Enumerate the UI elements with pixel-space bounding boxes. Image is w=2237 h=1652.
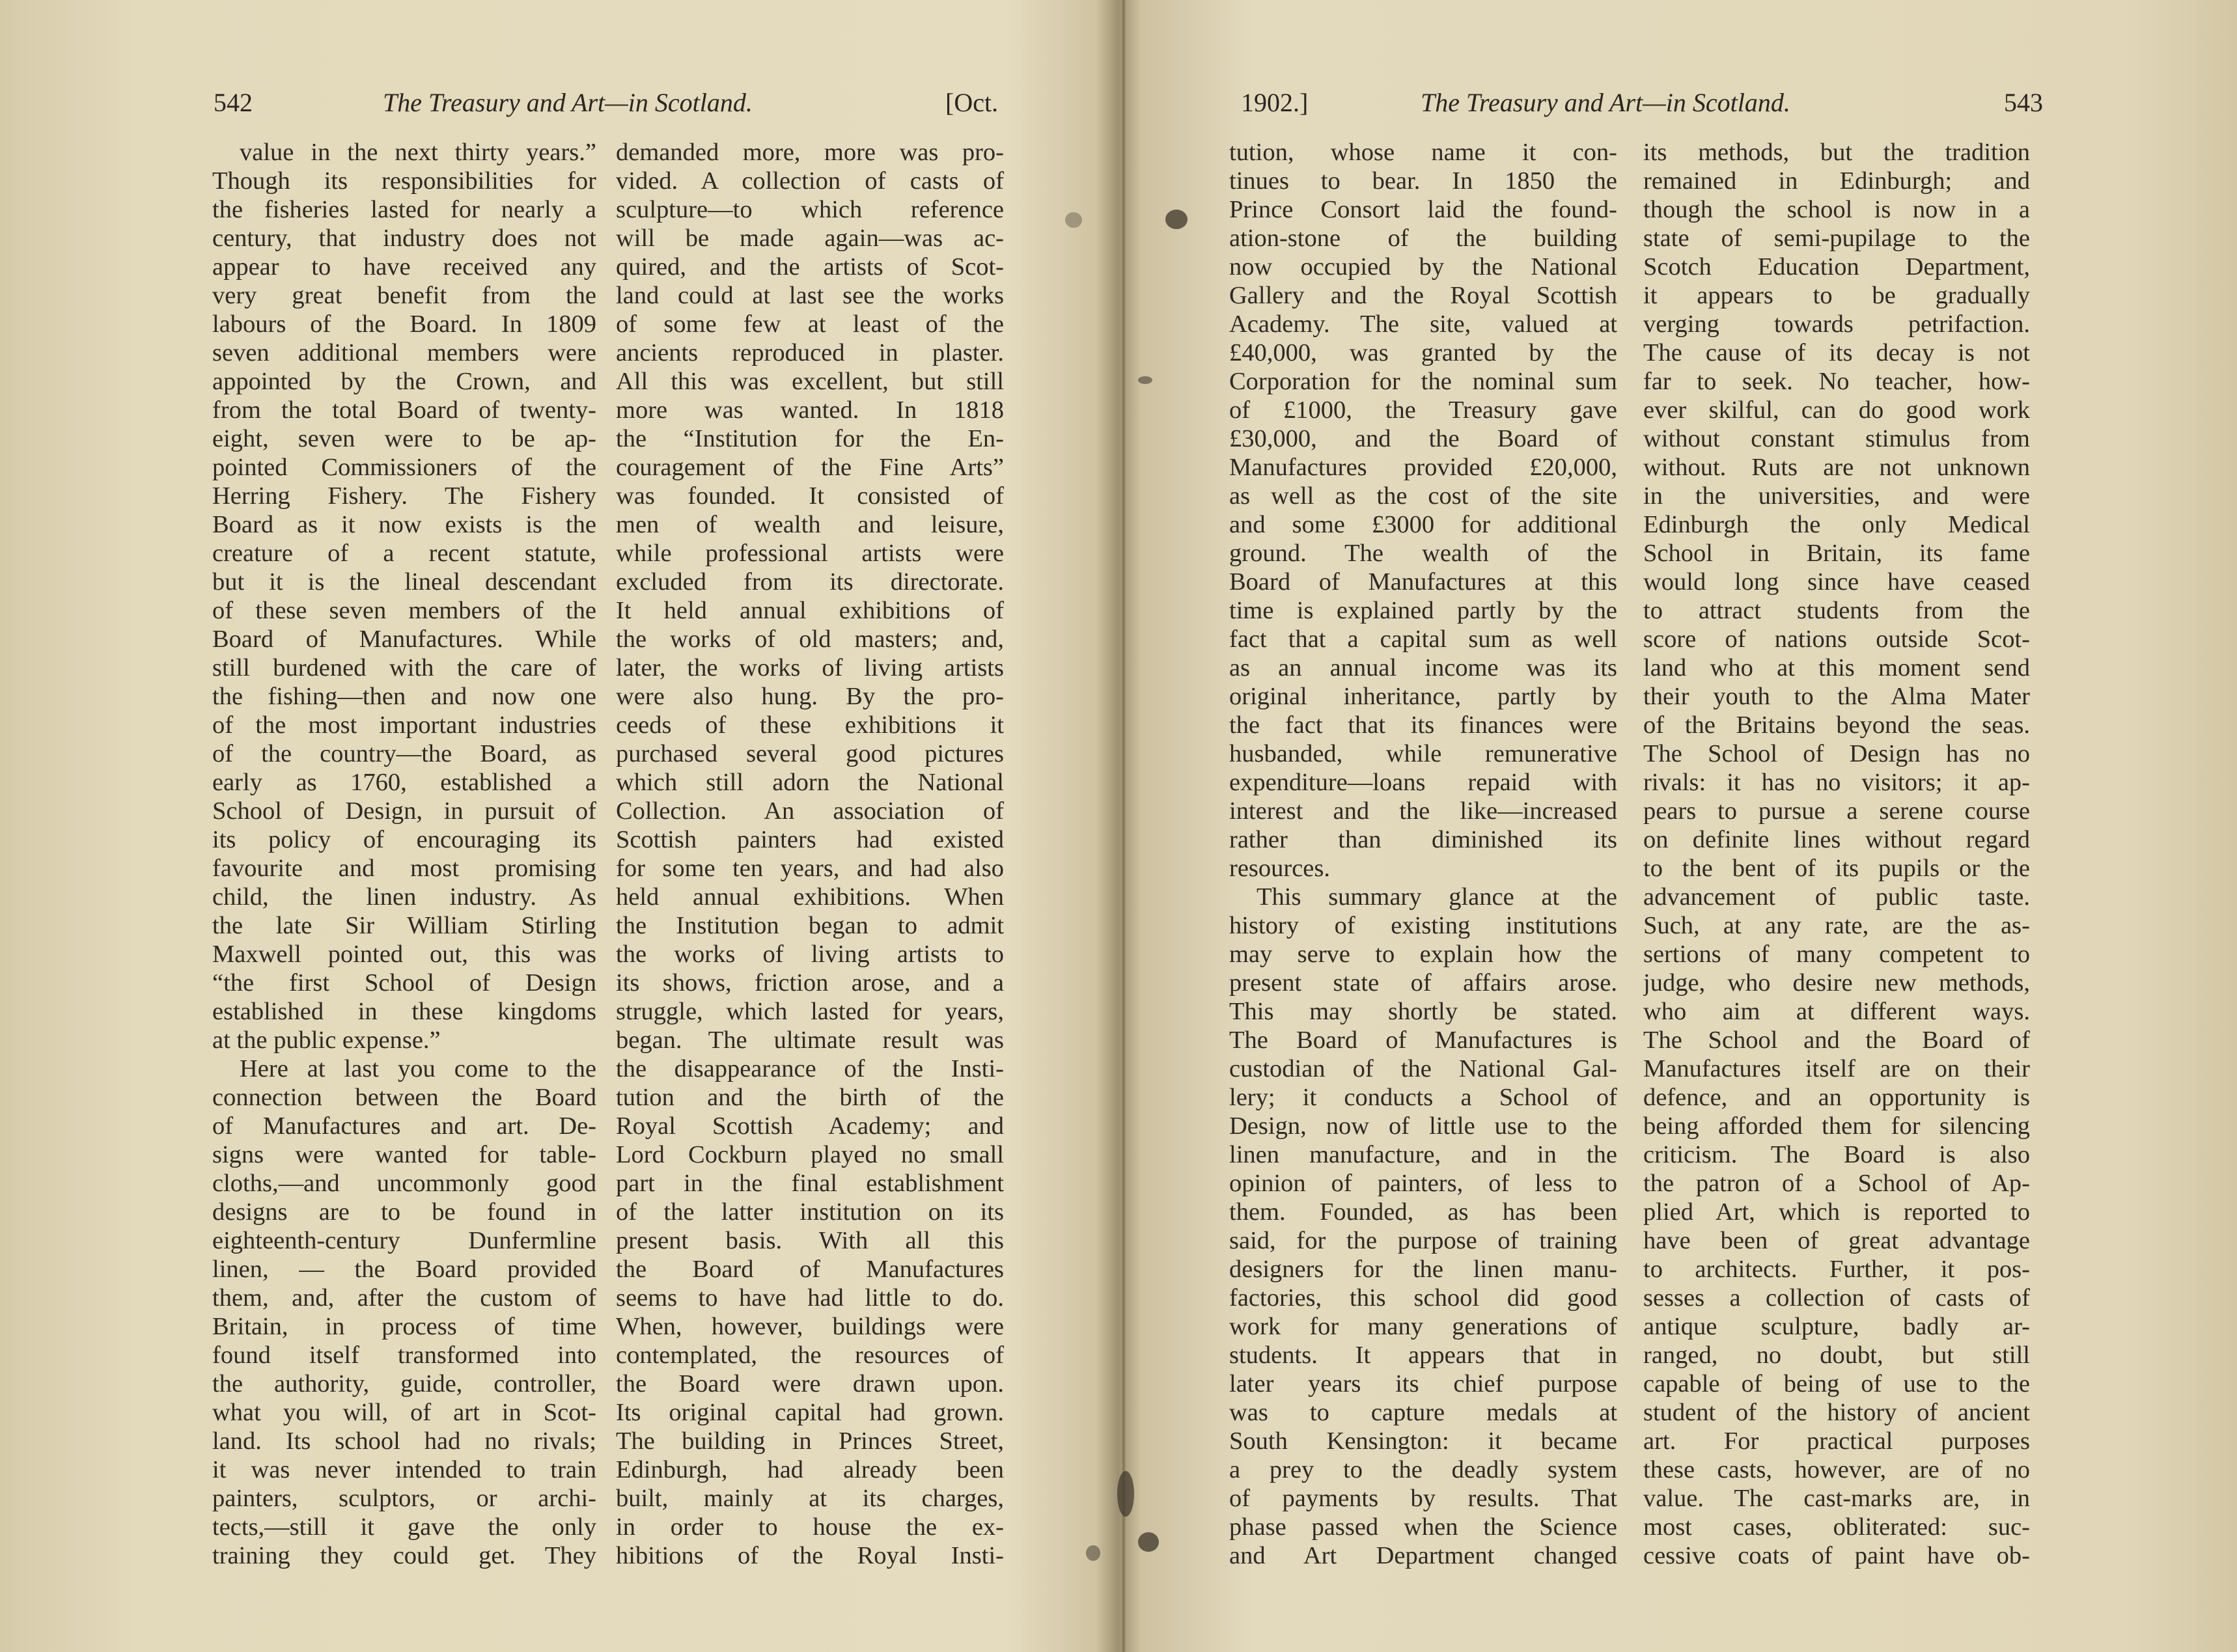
text-line: training they could get. They	[212, 1542, 596, 1569]
text-line: of Manufactures and art. De-	[212, 1112, 596, 1140]
text-line: to attract students from the	[1643, 597, 2030, 624]
text-line: This may shortly be stated.	[1229, 998, 1617, 1025]
text-line: The Board of Manufactures is	[1229, 1026, 1617, 1054]
text-line: the Board of Manufactures	[616, 1256, 1004, 1283]
text-line: land who at this moment send	[1643, 654, 2030, 681]
text-line: which still adorn the National	[616, 769, 1004, 796]
text-line: most cases, obliterated: suc-	[1643, 1513, 2030, 1541]
text-line: the fisheries lasted for nearly a	[212, 196, 596, 223]
text-line: the patron of a School of Ap-	[1643, 1170, 2030, 1197]
text-line: the Board were drawn upon.	[616, 1370, 1004, 1397]
text-line: child, the linen industry. As	[212, 883, 596, 911]
text-line: Board of Manufactures at this	[1229, 568, 1617, 596]
text-line: Board of Manufactures. While	[212, 626, 596, 653]
text-line: expenditure—loans repaid with	[1229, 769, 1617, 796]
text-line: demanded more, more was pro-	[616, 139, 1004, 166]
text-line: Scotch Education Department,	[1643, 253, 2030, 281]
text-line: ancients reproduced in plaster.	[616, 339, 1004, 366]
text-line: rather than diminished its	[1229, 826, 1617, 853]
text-line: the authority, guide, controller,	[212, 1370, 596, 1397]
text-line: eighteenth-century Dunfermline	[212, 1227, 596, 1254]
text-line: connection between the Board	[212, 1084, 596, 1111]
running-title-left: The Treasury and Art—in Scotland.	[383, 88, 753, 117]
text-line: have been of great advantage	[1643, 1227, 2030, 1254]
text-line: as well as the cost of the site	[1229, 482, 1617, 510]
text-line: phase passed when the Science	[1229, 1513, 1617, 1541]
text-line: of some few at least of the	[616, 310, 1004, 338]
text-line: creature of a recent statute,	[212, 540, 596, 567]
text-line: The School of Design has no	[1643, 740, 2030, 767]
text-line: custodian of the National Gal-	[1229, 1055, 1617, 1082]
ink-blot	[1138, 1532, 1159, 1552]
text-line: still burdened with the care of	[212, 654, 596, 681]
text-line: Lord Cockburn played no small	[616, 1141, 1004, 1168]
text-line: Manufactures itself are on their	[1643, 1055, 2030, 1082]
text-line: their youth to the Alma Mater	[1643, 683, 2030, 710]
text-line: found itself transformed into	[212, 1342, 596, 1369]
text-line: the works of living artists to	[616, 941, 1004, 968]
text-line: Maxwell pointed out, this was	[212, 941, 596, 968]
text-line: quired, and the artists of Scot-	[616, 253, 1004, 281]
right-column-2	[1643, 138, 2030, 1570]
text-line: designs are to be found in	[212, 1198, 596, 1226]
text-line: while professional artists were	[616, 540, 1004, 567]
text-line: All this was excellent, but still	[616, 368, 1004, 395]
text-line: Collection. An association of	[616, 797, 1004, 825]
text-line: seven additional members were	[212, 339, 596, 366]
text-line: now occupied by the National	[1229, 253, 1617, 281]
text-line: present basis. With all this	[616, 1227, 1004, 1254]
text-line: to architects. Further, it pos-	[1643, 1256, 2030, 1283]
text-line: though the school is now in a	[1643, 196, 2030, 223]
text-line: excluded from its directorate.	[616, 568, 1004, 596]
text-line: what you will, of art in Scot-	[212, 1399, 596, 1426]
text-line: tinues to bear. In 1850 the	[1229, 167, 1617, 195]
text-line: opinion of painters, of less to	[1229, 1170, 1617, 1197]
text-line: School of Design, in pursuit of	[212, 797, 596, 825]
running-title-right: The Treasury and Art—in Scotland.	[1421, 88, 1790, 117]
text-line: Gallery and the Royal Scottish	[1229, 282, 1617, 309]
text-line: were also hung. By the pro-	[616, 683, 1004, 710]
text-line: capable of being of use to the	[1643, 1370, 2030, 1397]
text-line: resources.	[1229, 855, 1330, 882]
text-line: appear to have received any	[212, 253, 596, 281]
text-line: as an annual income was its	[1229, 654, 1617, 681]
date-mark-left: [Oct.	[945, 88, 999, 117]
text-line: the disappearance of the Insti-	[616, 1055, 1004, 1082]
text-line: Royal Scottish Academy; and	[616, 1112, 1004, 1140]
text-line: art. For practical purposes	[1643, 1427, 2030, 1455]
text-line: century, that industry does not	[212, 225, 596, 252]
text-line: of payments by results. That	[1229, 1485, 1617, 1512]
text-line: the fishing—then and now one	[212, 683, 596, 710]
right-column-1	[1229, 138, 1617, 1570]
text-line: Scottish painters had existed	[616, 826, 1004, 853]
text-line: husbanded, while remunerative	[1229, 740, 1617, 767]
text-line: on definite lines without regard	[1643, 826, 2030, 853]
text-line: ceeds of these exhibitions it	[616, 711, 1004, 739]
text-line: its policy of encouraging its	[212, 826, 596, 853]
text-line: it appears to be gradually	[1643, 282, 2030, 309]
right-page	[1120, 0, 2237, 1652]
text-line: later years its chief purpose	[1229, 1370, 1617, 1397]
text-line: from the total Board of twenty-	[212, 396, 596, 424]
text-line: early as 1760, established a	[212, 769, 596, 796]
text-line: tution, whose name it con-	[1229, 139, 1617, 166]
text-line: work for many generations of	[1229, 1313, 1617, 1340]
text-line: cessive coats of paint have ob-	[1643, 1542, 2030, 1569]
text-line: antique sculpture, badly ar-	[1643, 1313, 2030, 1340]
text-line: without constant stimulus from	[1643, 425, 2030, 452]
text-line: linen, — the Board provided	[212, 1256, 596, 1283]
text-line: without. Ruts are not unknown	[1643, 454, 2030, 481]
text-line: it was never intended to train	[212, 1456, 596, 1483]
text-line: land. Its school had no rivals;	[212, 1427, 596, 1455]
text-line: and Art Department changed	[1229, 1542, 1617, 1569]
text-line: It held annual exhibitions of	[616, 597, 1004, 624]
ink-blot	[1065, 212, 1082, 228]
text-line: ever skilful, can do good work	[1643, 396, 2030, 424]
text-line: labours of the Board. In 1809	[212, 310, 596, 338]
text-line: pears to pursue a serene course	[1643, 797, 2030, 825]
text-line: plied Art, which is reported to	[1643, 1198, 2030, 1226]
text-line: Manufactures provided £20,000,	[1229, 454, 1617, 481]
text-line: tution and the birth of the	[616, 1084, 1004, 1111]
text-line: was to capture medals at	[1229, 1399, 1617, 1426]
ink-blot	[1117, 1471, 1134, 1517]
text-line: a prey to the deadly system	[1229, 1456, 1617, 1483]
text-line: state of semi-pupilage to the	[1643, 225, 2030, 252]
text-line: interest and the like—increased	[1229, 797, 1617, 825]
text-line: Its original capital had grown.	[616, 1399, 1004, 1426]
text-line: of the country—the Board, as	[212, 740, 596, 767]
text-line: Edinburgh, had already been	[616, 1456, 1004, 1483]
text-line: students. It appears that in	[1229, 1342, 1617, 1369]
text-line: Board as it now exists is the	[212, 511, 596, 538]
text-line: tects,—still it gave the only	[212, 1513, 596, 1541]
text-line: them. Founded, as has been	[1229, 1198, 1617, 1226]
text-line: established in these kingdoms	[212, 998, 596, 1025]
text-line: men of wealth and leisure,	[616, 511, 1004, 538]
text-line: Such, at any rate, are the as-	[1643, 912, 2030, 939]
text-line: in order to house the ex-	[616, 1513, 1004, 1541]
text-line: The building in Princes Street,	[616, 1427, 1004, 1455]
text-line: lery; it conducts a School of	[1229, 1084, 1617, 1111]
text-line: of the latter institution on its	[616, 1198, 1004, 1226]
text-line: value. The cast-marks are, in	[1643, 1485, 2030, 1512]
text-line: signs were wanted for table-	[212, 1141, 596, 1168]
text-line: original inheritance, partly by	[1229, 683, 1617, 710]
text-line: land could at last see the works	[616, 282, 1004, 309]
text-line: for some ten years, and had also	[616, 855, 1004, 882]
text-line: history of existing institutions	[1229, 912, 1617, 939]
page-number-left: 542	[214, 88, 253, 117]
text-line: verging towards petrifaction.	[1643, 310, 2030, 338]
text-line: them, and, after the custom of	[212, 1284, 596, 1312]
text-line: at the public expense.”	[212, 1026, 441, 1054]
text-line: Herring Fishery. The Fishery	[212, 482, 596, 510]
text-line: in the universities, and were	[1643, 482, 2030, 510]
text-line: favourite and most promising	[212, 855, 596, 882]
text-line: ground. The wealth of the	[1229, 540, 1617, 567]
text-line: rivals: it has no visitors; it ap-	[1643, 769, 2030, 796]
page-number-right: 543	[2004, 88, 2043, 117]
text-line: fact that a capital sum as well	[1229, 626, 1617, 653]
text-line: advancement of public taste.	[1643, 883, 2030, 911]
text-line: This summary glance at the	[1257, 883, 1617, 911]
text-line: and some £3000 for additional	[1229, 511, 1617, 538]
text-line: its methods, but the tradition	[1643, 139, 2030, 166]
text-line: being afforded them for silencing	[1643, 1112, 2030, 1140]
text-line: defence, and an opportunity is	[1643, 1084, 2030, 1111]
text-line: present state of affairs arose.	[1229, 969, 1617, 997]
ink-blot	[1086, 1545, 1100, 1561]
text-line: criticism. The Board is also	[1643, 1141, 2030, 1168]
text-line: but it is the lineal descendant	[212, 568, 596, 596]
text-line: time is explained partly by the	[1229, 597, 1617, 624]
text-line: its shows, friction arose, and a	[616, 969, 1004, 997]
text-line: remained in Edinburgh; and	[1643, 167, 2030, 195]
text-line: couragement of the Fine Arts”	[616, 454, 1004, 481]
text-line: later, the works of living artists	[616, 654, 1004, 681]
text-line: student of the history of ancient	[1643, 1399, 2030, 1426]
text-line: ation-stone of the building	[1229, 225, 1617, 252]
text-line: pointed Commissioners of the	[212, 454, 596, 481]
text-line: hibitions of the Royal Insti-	[616, 1542, 1004, 1569]
text-line: contemplated, the resources of	[616, 1342, 1004, 1369]
text-line: the late Sir William Stirling	[212, 912, 596, 939]
text-line: Britain, in process of time	[212, 1313, 596, 1340]
text-line: painters, sculptors, or archi-	[212, 1485, 596, 1512]
text-line: the works of old masters; and,	[616, 626, 1004, 653]
text-line: seems to have had little to do.	[616, 1284, 1004, 1312]
text-line: of the Britains beyond the seas.	[1643, 711, 2030, 739]
text-line: sertions of many competent to	[1643, 941, 2030, 968]
text-line: Corporation for the nominal sum	[1229, 368, 1617, 395]
text-line: Here at last you come to the	[240, 1055, 596, 1082]
left-column-1	[212, 138, 596, 1570]
text-line: sculpture—to which reference	[616, 196, 1004, 223]
text-line: the Institution began to admit	[616, 912, 1004, 939]
text-line: of the most important industries	[212, 711, 596, 739]
date-mark-right: 1902.]	[1241, 88, 1309, 117]
text-line: Though its responsibilities for	[212, 167, 596, 195]
ink-blot	[1165, 210, 1188, 229]
text-line: of these seven members of the	[212, 597, 596, 624]
text-line: Academy. The site, valued at	[1229, 310, 1617, 338]
text-line: the “Institution for the En-	[616, 425, 1004, 452]
text-line: South Kensington: it became	[1229, 1427, 1617, 1455]
text-line: would long since have ceased	[1643, 568, 2030, 596]
text-line: held annual exhibitions. When	[616, 883, 1004, 911]
text-line: part in the final establishment	[616, 1170, 1004, 1197]
text-line: sesses a collection of casts of	[1643, 1284, 2030, 1312]
text-line: built, mainly at its charges,	[616, 1485, 1004, 1512]
text-line: more was wanted. In 1818	[616, 396, 1004, 424]
text-line: Edinburgh the only Medical	[1643, 511, 2030, 538]
text-line: value in the next thirty years.”	[240, 139, 596, 166]
ink-blot	[1138, 376, 1152, 384]
text-line: may serve to explain how the	[1229, 941, 1617, 968]
text-line: The cause of its decay is not	[1643, 339, 2030, 366]
text-line: vided. A collection of casts of	[616, 167, 1004, 195]
text-line: When, however, buildings were	[616, 1313, 1004, 1340]
text-line: linen manufacture, and in the	[1229, 1141, 1617, 1168]
left-column-2	[616, 138, 1004, 1570]
text-line: these casts, however, are of no	[1643, 1456, 2030, 1483]
text-line: was founded. It consisted of	[616, 482, 1004, 510]
text-line: far to seek. No teacher, how-	[1643, 368, 2030, 395]
text-line: judge, who desire new methods,	[1643, 969, 2030, 997]
text-line: appointed by the Crown, and	[212, 368, 596, 395]
text-line: Prince Consort laid the found-	[1229, 196, 1617, 223]
text-line: ranged, no doubt, but still	[1643, 1342, 2030, 1369]
text-line: purchased several good pictures	[616, 740, 1004, 767]
text-line: who aim at different ways.	[1643, 998, 2030, 1025]
text-line: said, for the purpose of training	[1229, 1227, 1617, 1254]
text-line: eight, seven were to be ap-	[212, 425, 596, 452]
text-line: score of nations outside Scot-	[1643, 626, 2030, 653]
text-line: cloths,—and uncommonly good	[212, 1170, 596, 1197]
text-line: struggle, which lasted for years,	[616, 998, 1004, 1025]
text-line: of £1000, the Treasury gave	[1229, 396, 1617, 424]
text-line: to the bent of its pupils or the	[1643, 855, 2030, 882]
text-line: Design, now of little use to the	[1229, 1112, 1617, 1140]
text-line: began. The ultimate result was	[616, 1026, 1004, 1054]
text-line: “the first School of Design	[212, 969, 596, 997]
text-line: £30,000, and the Board of	[1229, 425, 1617, 452]
text-line: The School and the Board of	[1643, 1026, 2030, 1054]
text-line: designers for the linen manu-	[1229, 1256, 1617, 1283]
text-line: very great benefit from the	[212, 282, 596, 309]
text-line: £40,000, was granted by the	[1229, 339, 1617, 366]
text-line: will be made again—was ac-	[616, 225, 1004, 252]
text-line: the fact that its finances were	[1229, 711, 1617, 739]
text-line: factories, this school did good	[1229, 1284, 1617, 1312]
text-line: School in Britain, its fame	[1643, 540, 2030, 567]
